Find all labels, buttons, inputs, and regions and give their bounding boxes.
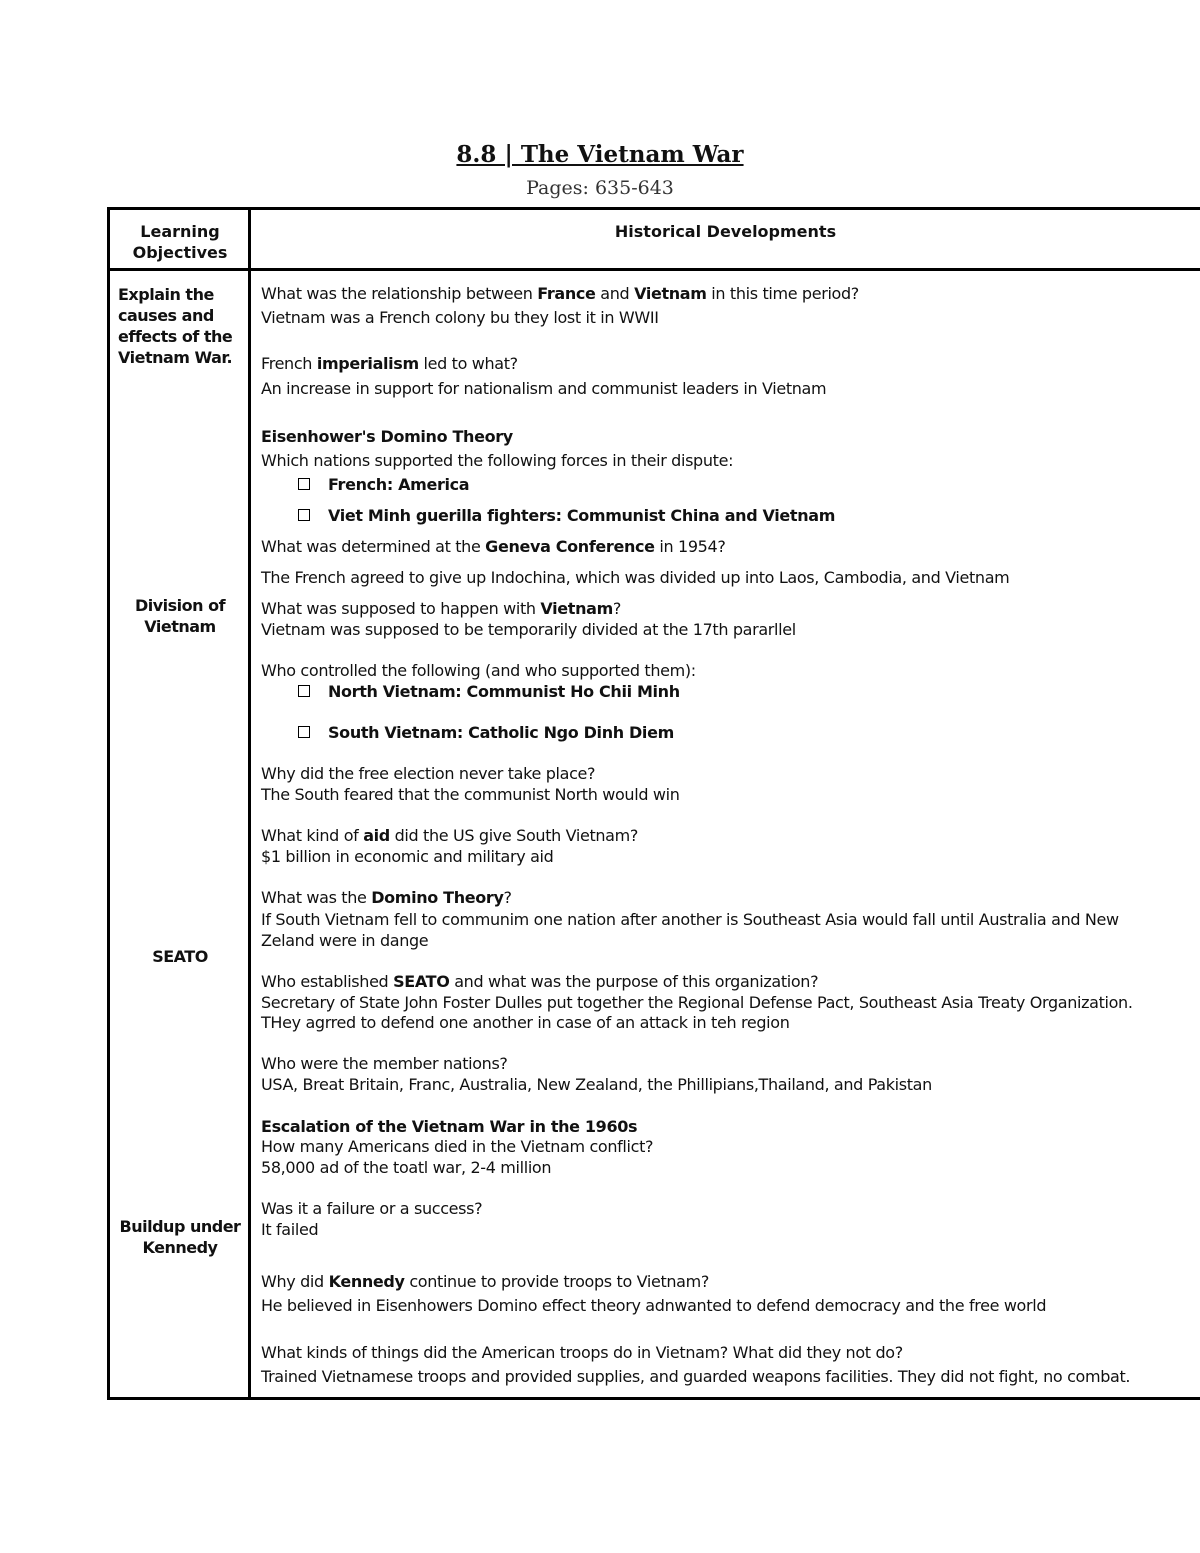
question-seato: Who established SEATO and what was the purpose of this organization? [261,972,819,991]
question-line: Why did the free election never take place? [261,764,596,783]
answer-line: Zeland were in dange [261,931,429,950]
objective-buildup-under-kennedy [112,1216,248,1258]
header-divider [107,268,1200,271]
objective-causes-effects [118,284,246,368]
bullet-item: Viet Minh guerilla fighters: Communist China and Vietnam [298,506,835,526]
objective-line: SEATO [152,947,208,966]
question-domino-theory: What was the Domino Theory? [261,888,512,907]
objective-line: Kennedy [142,1238,218,1257]
answer-line: Secretary of State John Foster Dulles put together the Regional Defense Pact, Southeast Asia Treaty Organization. [261,993,1133,1012]
answer-line: $1 billion in economic and military aid [261,847,554,866]
answer-line: The French agreed to give up Indochina, which was divided up into Laos, Cambodia, and Vietnam [261,568,1010,587]
bullet-item: North Vietnam: Communist Ho Chii Minh [298,682,680,702]
objective-line: Buildup under [119,1217,241,1236]
header-left-line-2: Objectives [132,243,228,262]
answer-line: Vietnam was a French colony bu they lost it in WWII [261,308,659,327]
document-title: 8.8 | The Vietnam War [456,141,744,168]
checkbox-icon [298,478,310,490]
answer-line: The South feared that the communist North would win [261,785,680,804]
question-kennedy: Why did Kennedy continue to provide troops to Vietnam? [261,1272,710,1291]
question-france-vietnam: What was the relationship between France and Vietnam in this time period? [261,284,859,303]
objective-line: Vietnam War. [118,348,233,367]
objective-seato [112,946,248,967]
section-heading-domino-theory: Eisenhower's Domino Theory [261,427,513,446]
answer-line: It failed [261,1220,319,1239]
question-imperialism: French imperialism led to what? [261,354,518,373]
question-vietnam: What was supposed to happen with Vietnam? [261,599,622,618]
header-left-line-1: Learning [140,222,220,241]
bullet-item: South Vietnam: Catholic Ngo Dinh Diem [298,723,674,743]
question-geneva: What was determined at the Geneva Conference in 1954? [261,537,726,556]
checkbox-icon [298,509,310,521]
answer-line: Trained Vietnamese troops and provided supplies, and guarded weapons facilities. They did not fight, no combat. [261,1367,1131,1386]
answer-line: USA, Breat Britain, Franc, Australia, New Zealand, the Phillipians,Thailand, and Pakistan [261,1075,932,1094]
objective-line: Explain the [118,285,214,304]
answer-line: 58,000 ad of the toatl war, 2-4 million [261,1158,552,1177]
answer-line: Vietnam was supposed to be temporarily divided at the 17th pararllel [261,620,796,639]
question-line: Was it a failure or a success? [261,1199,483,1218]
question-line: What kinds of things did the American troops do in Vietnam? What did they not do? [261,1343,903,1362]
objective-line: effects of the [118,327,233,346]
objective-line: Vietnam [144,617,216,636]
question-line: Who controlled the following (and who supported them): [261,661,696,680]
answer-line: An increase in support for nationalism and communist leaders in Vietnam [261,379,827,398]
question-line: Which nations supported the following forces in their dispute: [261,451,734,470]
bullet-item: French: America [298,475,469,495]
question-aid: What kind of aid did the US give South Vietnam? [261,826,639,845]
section-heading-escalation: Escalation of the Vietnam War in the 1960s [261,1117,638,1136]
question-line: How many Americans died in the Vietnam conflict? [261,1137,654,1156]
objective-line: Division of [134,596,226,615]
header-learning-objectives [112,221,248,263]
answer-line: THey agrred to defend one another in case of an attack in teh region [261,1013,790,1032]
question-line: Who were the member nations? [261,1054,508,1073]
column-divider [248,207,251,1400]
header-historical-developments: Historical Developments [614,222,837,241]
answer-line: If South Vietnam fell to communim one nation after another is Southeast Asia would fall until Australia and New [261,910,1119,929]
checkbox-icon [298,726,310,738]
objective-division-of-vietnam [112,595,248,637]
objective-line: causes and [118,306,214,325]
checkbox-icon [298,685,310,697]
answer-line: He believed in Eisenhowers Domino effect theory adnwanted to defend democracy and the free world [261,1296,1047,1315]
page-range: Pages: 635-643 [526,177,674,199]
